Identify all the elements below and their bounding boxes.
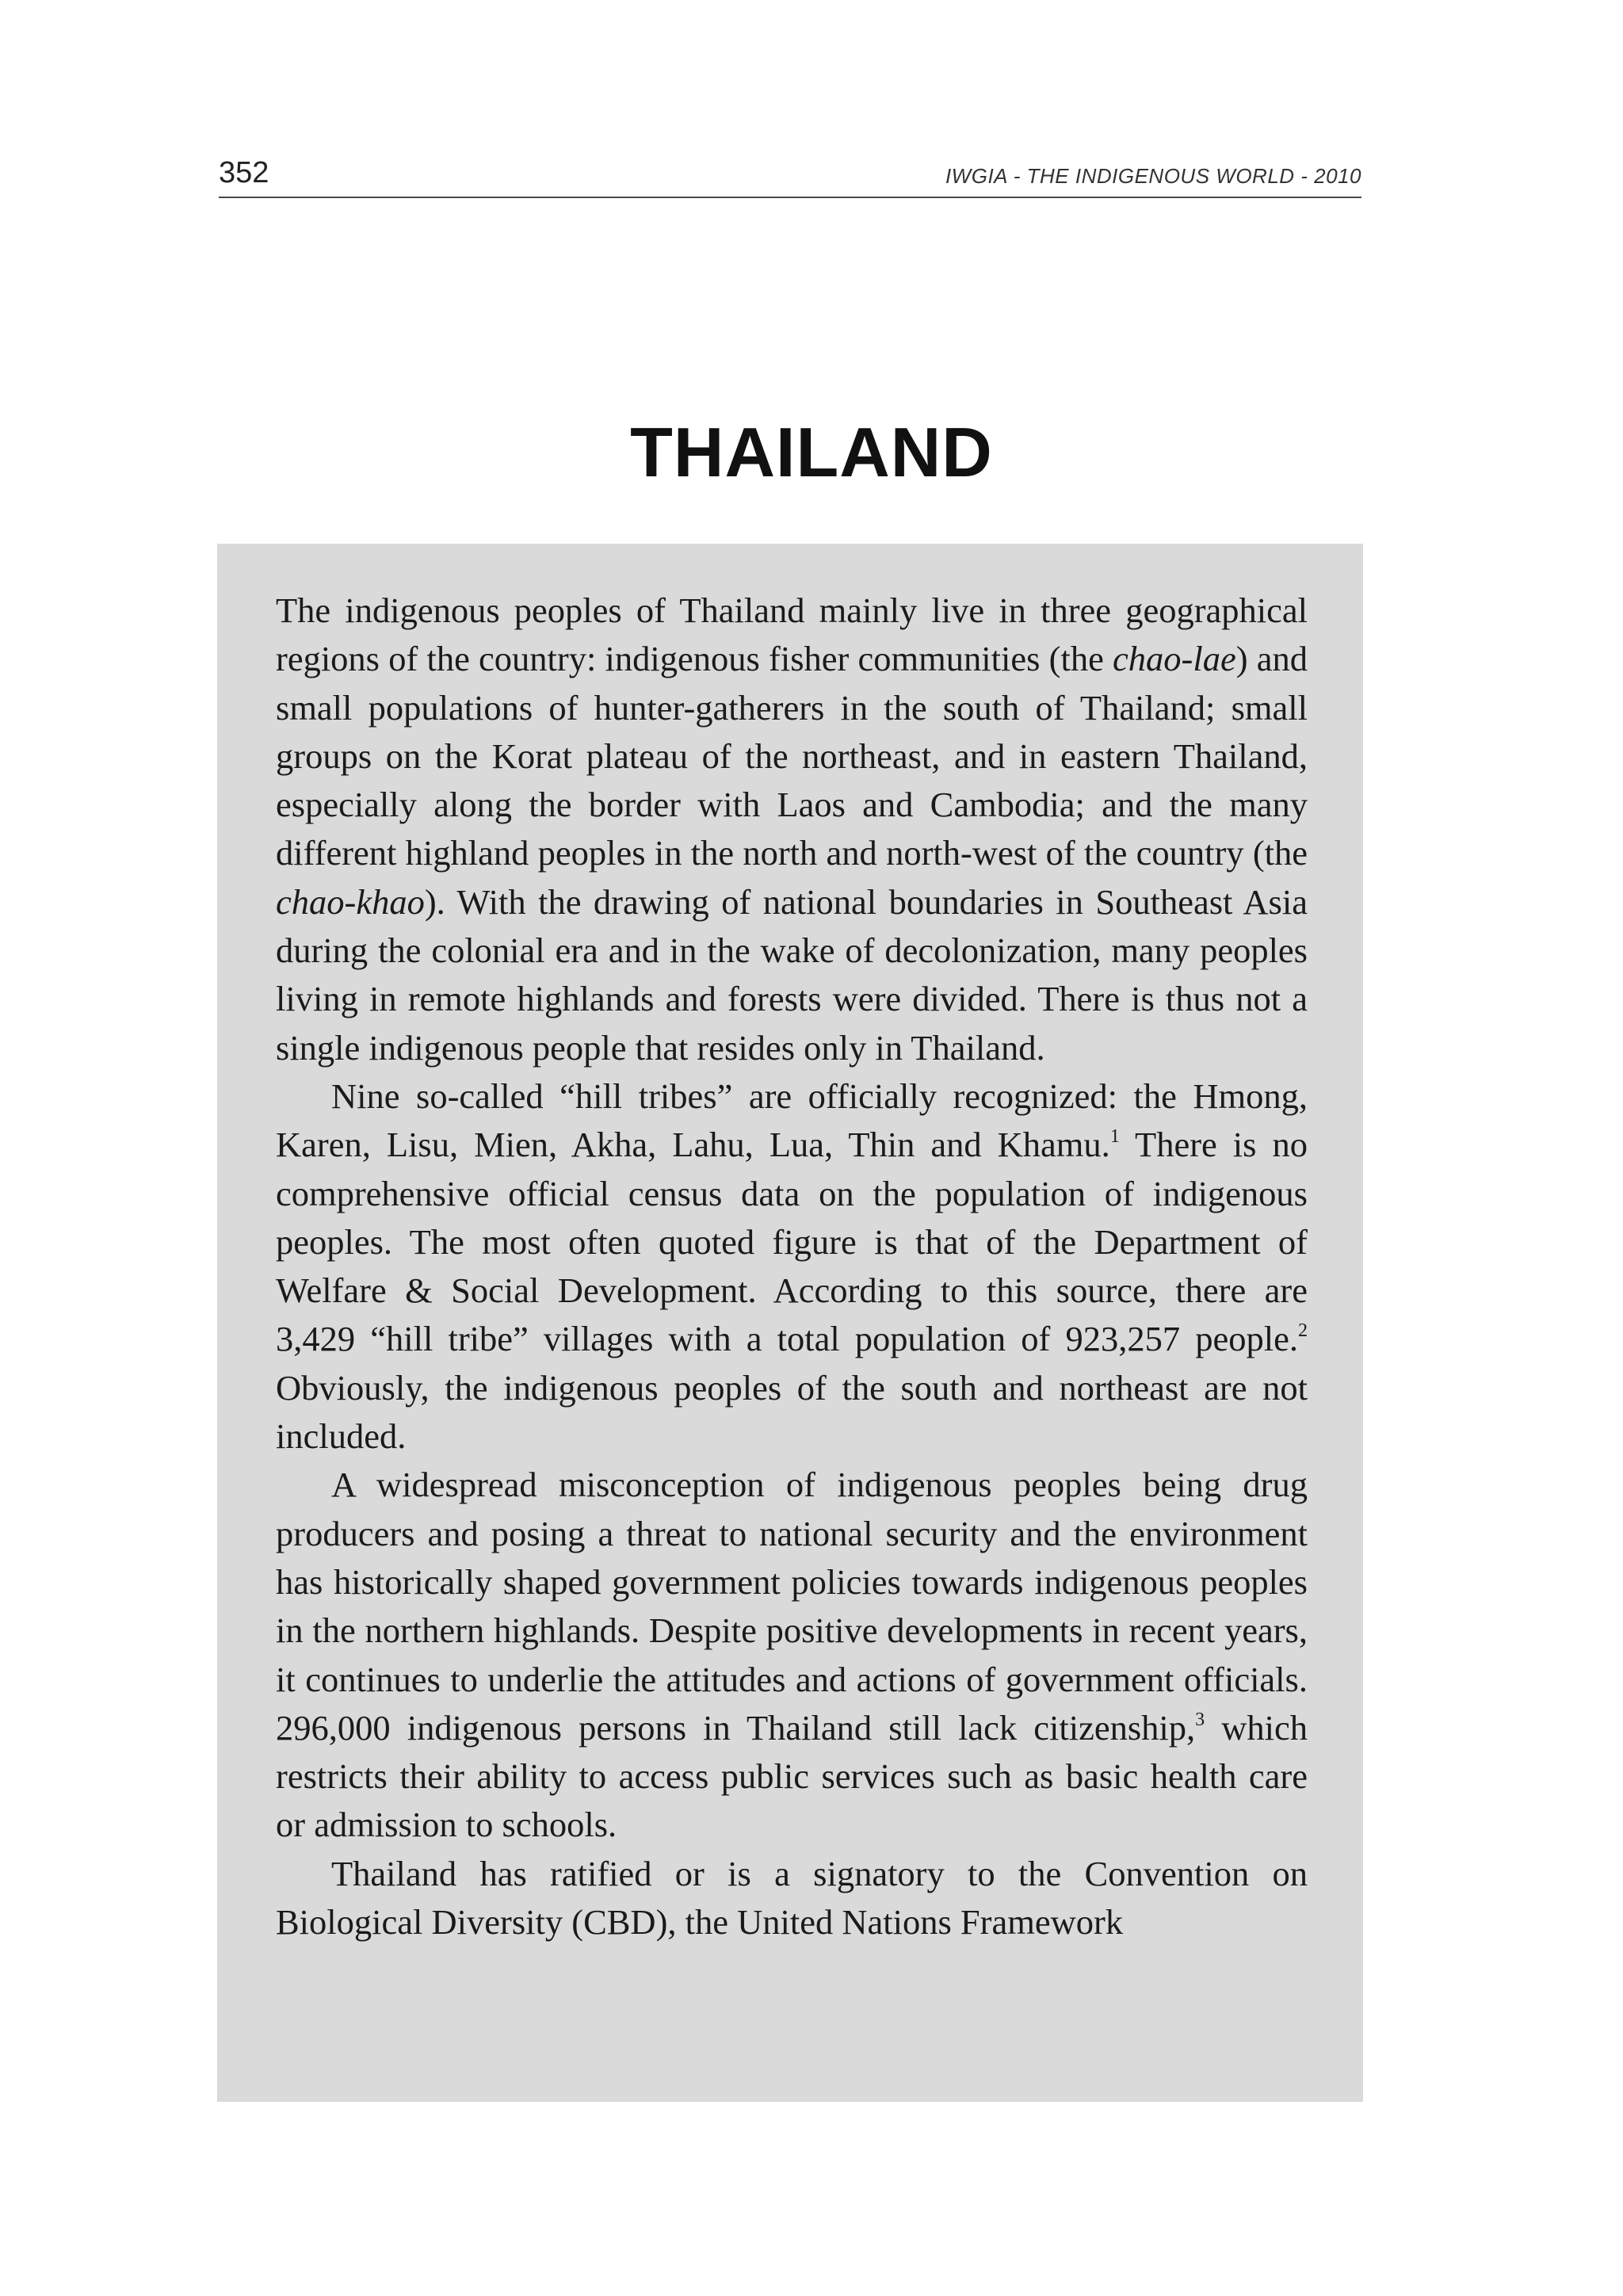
footnote-ref[interactable]: 1 — [1109, 1126, 1120, 1148]
paragraph-text: Thailand has ratified or is a signatory to the Convention on Biological Diversity (CBD), the United Nations Framework — [276, 1853, 1308, 1943]
paragraph-text: Obviously, the indigenous peoples of the south and northeast are not included. — [276, 1367, 1308, 1457]
italic-term: chao-khao — [276, 881, 425, 922]
chapter-title: THAILAND — [630, 413, 993, 491]
paragraph-text: ). With the drawing of national boundaries in Southeast Asia during the colonial era and in the wake of decolonization, many peoples living in remote highlands and forests were divided. There is thus not a single indigenous people that resides only in Thailand. — [276, 881, 1308, 1068]
running-head: IWGIA - THE INDIGENOUS WORLD - 2010 — [945, 164, 1361, 188]
paragraph-text: which restricts their ability to access public services such as basic health care or admission to schools. — [276, 1707, 1308, 1845]
paragraph-text: A widespread misconception of indigenous peoples being drug producers and posing a threat to national security and the environment has historically shaped government policies towards indigenous peoples in the northern highlands. Despite positive developments in recent years, it continues to underlie the attitudes and actions of government officials. 296,000 indigenous persons in Thailand still lack citizenship, — [276, 1465, 1308, 1748]
summary-box — [217, 544, 1363, 2102]
paragraph-text: The indigenous peoples of Thailand mainly live in three geographical regions of the country: indigenous fisher communities (the — [276, 590, 1308, 679]
italic-term: chao-lae — [1113, 639, 1236, 679]
summary-paragraph-2 — [276, 1072, 1308, 1461]
page-number: 352 — [219, 156, 269, 189]
summary-paragraph-4 — [276, 1850, 1308, 1947]
summary-paragraph-1 — [276, 586, 1308, 1072]
page-header — [219, 152, 1361, 198]
paragraph-text: There is no comprehensive official census data on the population of indigenous peoples. The most often quoted figure is that of the Department of Welfare & Social Development. According to this source, there are 3,429 “hill tribe” villages with a total population of 923,257 people. — [276, 1125, 1308, 1359]
summary-paragraph-3 — [276, 1461, 1308, 1849]
footnote-ref[interactable]: 3 — [1195, 1709, 1205, 1730]
paragraph-text: ) and small populations of hunter-gatherers in the south of Thailand; small groups on the Korat plateau of the northeast, and in eastern Thailand, especially along the border with Laos and Cambodia; and the many different highland peoples in the north and north-west of the country (the — [276, 639, 1308, 873]
paragraph-text: Nine so-called “hill tribes” are officially recognized: the Hmong, Karen, Lisu, Mien, Akha, Lahu, Lua, Thin and Khamu. — [276, 1075, 1308, 1165]
footnote-ref[interactable]: 2 — [1298, 1320, 1308, 1342]
